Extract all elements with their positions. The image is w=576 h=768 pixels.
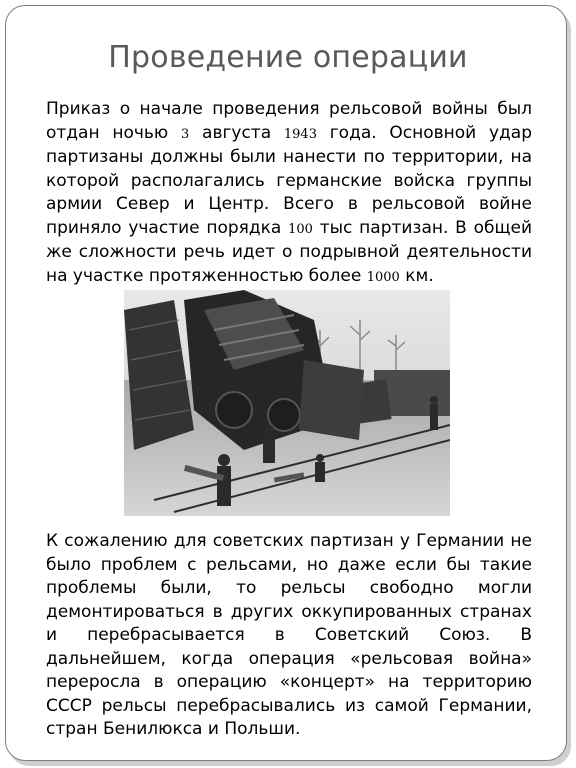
paragraph-rails-supply: К сожалению для советских партизан у Германии не было проблем с рельсами, но даже если бы такие проблемы были, то рельсы свободно могли демонтироваться в других оккупированных странах и перебрасывается в Советский Союз. В дальнейшем, когда операция «рельсовая война» переросла в операцию «концерт» на территорию СССР рельсы перебрасывались из самой Германии, стран Бенилюкса и Польши. [46,531,532,739]
derailed-train-photo [124,290,450,516]
paragraph-operation-start: Приказ о начале проведения рельсовой войны был отдан ночью 3 августа 1943 года. Основной удар партизаны должны были нанести по территории, на которой располагались германские войска группы армии Север и Центр. Всего в рельсовой войне приняло участие порядка 100 тыс партизан. В общей же сложности речь идет о подрывной деятельности на участке протяженностью более 1000 км. [46,99,533,286]
slide-title: Проведение операции [108,40,468,75]
